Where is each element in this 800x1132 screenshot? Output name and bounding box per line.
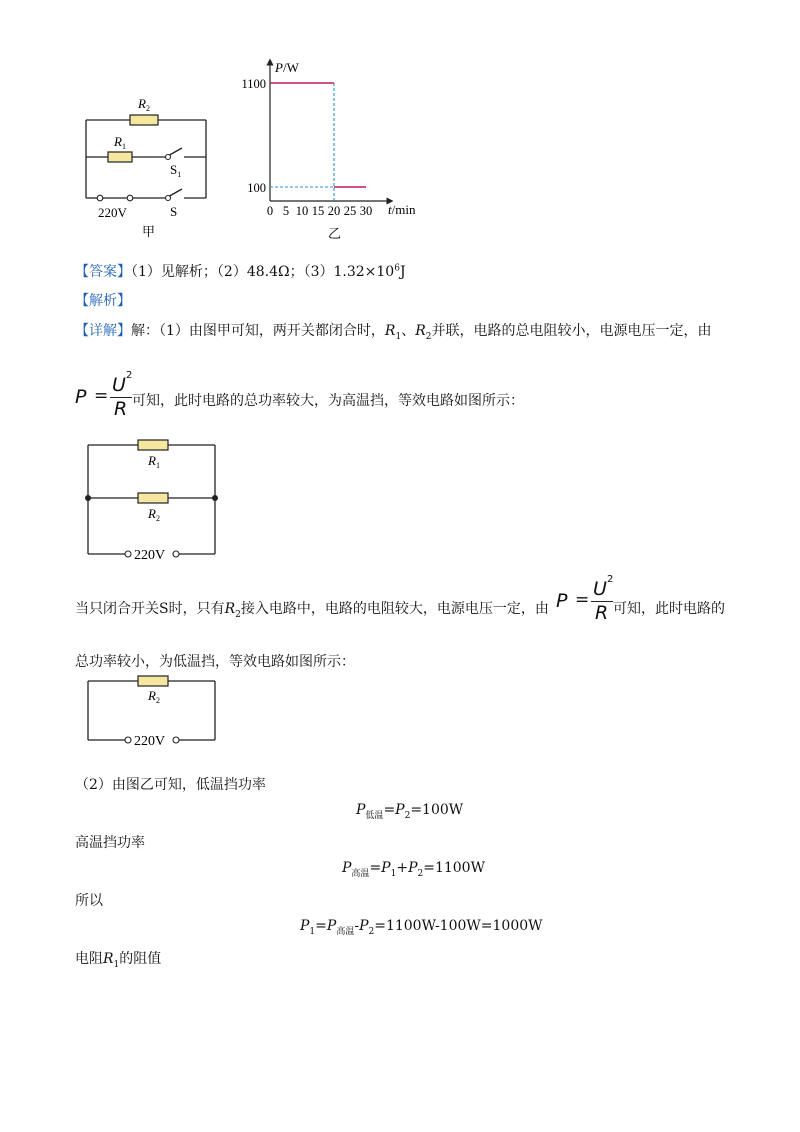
high-label-r1: R bbox=[148, 453, 156, 468]
equation-2 bbox=[342, 860, 485, 879]
answer-tag: 【答案】 bbox=[75, 264, 131, 280]
supply-terminal-left bbox=[97, 195, 103, 201]
eq1-sub: 低温 bbox=[365, 810, 384, 821]
low-para-line-2: 总功率较小，为低温挡，等效电路如图所示： bbox=[75, 654, 355, 670]
eq2-sub: 高温 bbox=[351, 868, 370, 879]
x-tick-labels bbox=[267, 204, 372, 218]
label-r1: R bbox=[114, 134, 122, 149]
detail-text-a: 解：（1）由图甲可知，两开关都闭合时， bbox=[131, 323, 385, 339]
formula-r: R bbox=[114, 398, 128, 420]
svg-text:R2 bbox=[137, 96, 150, 113]
label-s: S bbox=[170, 204, 178, 219]
switch-s1-terminal bbox=[166, 155, 171, 160]
eq1-p2: P bbox=[395, 802, 405, 818]
y-axis-label-unit: /W bbox=[282, 60, 299, 75]
answer-exponent: 6 bbox=[394, 263, 400, 274]
eq2-p2-sub: 2 bbox=[417, 868, 424, 879]
label-r2: R bbox=[138, 96, 146, 111]
x-tick-5: 5 bbox=[282, 204, 290, 218]
formula-u: U bbox=[112, 374, 126, 396]
eq3-minus: - bbox=[354, 918, 360, 934]
circuit-low-temp bbox=[80, 672, 230, 750]
switch-s-terminal bbox=[166, 196, 171, 201]
high-label-voltage: 220V bbox=[134, 548, 166, 562]
svg-text:R1 bbox=[113, 134, 126, 151]
circuit-high-temp bbox=[80, 432, 230, 562]
formula-p: P bbox=[75, 386, 87, 408]
part2-label-2: 高温挡功率 bbox=[75, 835, 145, 851]
eq2-p2: P bbox=[408, 860, 418, 876]
label-voltage-jia: 220V bbox=[98, 205, 127, 220]
low-label-r2: R bbox=[148, 688, 156, 703]
terminal-right-high bbox=[173, 551, 179, 557]
answer-unit: J bbox=[399, 264, 406, 280]
resistor-r2 bbox=[130, 115, 158, 125]
figure-yi-chart bbox=[232, 56, 432, 242]
detail-line-2: 可知，此时电路的总功率较大，为高温挡，等效电路如图所示： bbox=[132, 393, 524, 409]
detail-sep: 、 bbox=[401, 323, 416, 339]
eq1-p2-sub: 2 bbox=[404, 810, 411, 821]
part2-intro: （2）由图乙可知，低温挡功率 bbox=[75, 777, 266, 793]
svg-text:P/W bbox=[274, 60, 300, 75]
eq1-rest: =100W bbox=[410, 802, 464, 818]
resistor-r1 bbox=[108, 152, 132, 162]
high-label-r2: R bbox=[148, 506, 156, 521]
svg-text:R2 bbox=[147, 688, 160, 705]
y-tick-1100: 1100 bbox=[241, 77, 266, 91]
x-tick-20: 20 bbox=[327, 204, 341, 218]
svg-text:R1 bbox=[147, 453, 160, 470]
resistor-r2-high bbox=[138, 493, 168, 503]
x-tick-30: 30 bbox=[359, 204, 373, 218]
resistor-r2-low bbox=[138, 676, 168, 686]
eq2-p1-sub: 1 bbox=[390, 868, 397, 879]
low-label-voltage: 220V bbox=[134, 734, 166, 749]
caption-yi: 乙 bbox=[328, 226, 342, 241]
formula-power-1 bbox=[75, 370, 135, 420]
low-r2: R bbox=[224, 601, 236, 617]
eq3-p1: P bbox=[300, 918, 310, 934]
svg-text:R2 bbox=[147, 506, 160, 523]
terminal-right-low bbox=[173, 737, 179, 743]
formula-exp: 2 bbox=[126, 370, 133, 381]
x-axis-label-unit: /min bbox=[391, 202, 416, 217]
detail-line-1 bbox=[75, 320, 711, 342]
junction-left bbox=[85, 495, 91, 501]
formula2-u: U bbox=[593, 578, 607, 600]
eq3-p2-sub: 2 bbox=[368, 926, 375, 937]
eq3-sub: 高温 bbox=[336, 926, 355, 937]
x-tick-15: 15 bbox=[311, 204, 325, 218]
low-label-r2-sub: 2 bbox=[155, 696, 160, 705]
eq2-p1: P bbox=[381, 860, 391, 876]
analysis-tag: 【解析】 bbox=[75, 293, 131, 309]
x-tick-10: 10 bbox=[295, 204, 309, 218]
low-text-c: 可知，此时电路的 bbox=[613, 601, 725, 617]
label-r2-sub: 2 bbox=[145, 104, 150, 113]
resistor-r1-high bbox=[138, 440, 168, 450]
eq1-p: P bbox=[356, 802, 366, 818]
label4-sub: 1 bbox=[113, 959, 120, 970]
eq3-p: P bbox=[326, 918, 337, 934]
equation-1 bbox=[356, 802, 463, 821]
eq2-rest: =1100W bbox=[423, 860, 485, 876]
part2-label-4 bbox=[75, 948, 161, 970]
terminal-left-high bbox=[125, 551, 131, 557]
supply-terminal-right bbox=[127, 195, 133, 201]
label-r1-sub: 1 bbox=[121, 142, 126, 151]
detail-text-b: 并联，电路的总电阻较小，电源电压一定，由 bbox=[431, 323, 712, 339]
eq3-eq: = bbox=[315, 918, 327, 934]
eq3-p1-sub: 1 bbox=[309, 926, 316, 937]
figure-jia-circuit bbox=[70, 90, 230, 240]
label-s1: S bbox=[170, 162, 178, 177]
eq2-plus: + bbox=[396, 860, 409, 876]
formula2-exp: 2 bbox=[607, 574, 614, 585]
detail-tag: 【详解】 bbox=[75, 323, 131, 339]
low-para-line-1 bbox=[75, 598, 549, 620]
low-r2-sub: 2 bbox=[235, 609, 241, 620]
high-label-r1-sub: 1 bbox=[155, 461, 160, 470]
formula2-eq: = bbox=[575, 590, 590, 610]
low-text-b: 接入电路中，电路的电阻较大，电源电压一定，由 bbox=[240, 601, 549, 617]
eq2-eq: = bbox=[369, 860, 382, 876]
y-axis-label-p: P bbox=[275, 60, 283, 75]
formula-power-2 bbox=[556, 574, 616, 624]
x-axis-label-t: t bbox=[388, 202, 392, 217]
low-text-a: 当只闭合开关S时，只有 bbox=[75, 601, 225, 617]
formula2-p: P bbox=[556, 590, 568, 612]
svg-text:S1 bbox=[170, 162, 181, 179]
formula-eq: = bbox=[94, 386, 109, 406]
high-label-r2-sub: 2 bbox=[155, 514, 160, 523]
terminal-left-low bbox=[125, 737, 131, 743]
label4-a: 电阻 bbox=[75, 951, 103, 967]
y-tick-100: 100 bbox=[247, 181, 266, 195]
detail-r2-sub: 2 bbox=[425, 331, 432, 342]
formula2-r: R bbox=[595, 602, 609, 624]
x-tick-25: 25 bbox=[343, 204, 357, 218]
eq3-rest: =1100W-100W=1000W bbox=[374, 918, 543, 934]
detail-r1: R bbox=[384, 323, 396, 339]
equation-3 bbox=[300, 918, 543, 937]
label-s1-sub: 1 bbox=[177, 170, 182, 179]
label4-r: R bbox=[103, 951, 114, 967]
eq2-p: P bbox=[342, 860, 352, 876]
junction-right bbox=[212, 495, 218, 501]
caption-jia: 甲 bbox=[142, 224, 156, 239]
svg-text:t/min bbox=[388, 202, 416, 217]
detail-r1-sub: 1 bbox=[395, 331, 402, 342]
eq3-p2: P bbox=[359, 918, 369, 934]
label4-b: 的阻值 bbox=[119, 951, 162, 967]
part2-label-3: 所以 bbox=[75, 893, 103, 909]
eq1-eq: = bbox=[383, 802, 396, 818]
answer-text: （1）见解析；（2）48.4Ω；（3）1.32×10 bbox=[131, 264, 395, 280]
answer-line bbox=[75, 261, 406, 281]
detail-r2: R bbox=[415, 323, 426, 339]
x-tick-0: 0 bbox=[266, 204, 274, 218]
